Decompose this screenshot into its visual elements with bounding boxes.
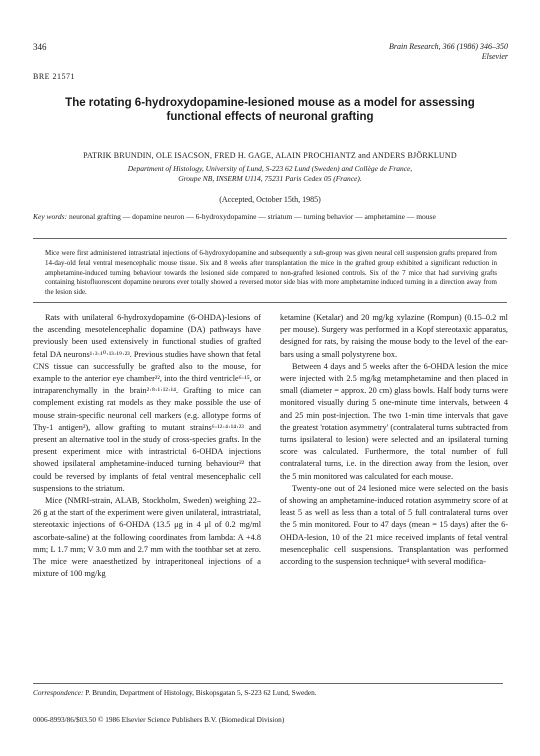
journal-reference [389, 42, 508, 62]
body-paragraph: Mice (NMRI-strain, ALAB, Stockholm, Sweden) weighing 22–26 g at the start of the experiment were given unilateral, intrastriatal, stereotaxic injections of 6-OHDA (13.5 μg in 4 μl of 0.2 mg/ml ascorbate-saline) at the following coordinates from lambda: A +4.8 mm; L 1.7 mm; V 3.0 mm and 2.7 mm with the toothbar set at zero. The mice were anaesthetized by intraperitoneal injections of a mixture of 100 mg/kg [33, 496, 261, 579]
accepted-date: (Accepted, October 15th, 1985) [219, 195, 321, 204]
body-paragraph: Rats with unilateral 6-hydroxydopamine (6-OHDA)-lesions of the ascending mesotelencephalic dopamine (DA) pathways have previously been used extensively in functional studies of grafted fetal DA neurons¹·³·¹⁰·¹³·¹⁹·²³. Previous studies have shown that fetal CNS tissue can successfully be grafted also to the mouse, for example to the anterior eye chamber²², into the third ventricle⁶·¹⁵, or intraparenchymally in the brain²·⁸·¹·¹²·¹⁴. Grafting to mice can complement existing rat models as they make possible the use of mouse strain-specific neuronal cell markers (e.g. allotype forms of Thy-1 antigen²), allow grafting to mutant strains⁶·¹²·⁴·¹⁴·²³ and present an alternative tool in the study of cross-species grafts. In the present experiment mice with intrastrictal 6-OHDA injections showed ipsilateral amphetamine-induced turning behaviour²² that could be reversed by implants of fetal ventral mesencephalic cell suspensions to the striatum. [33, 313, 261, 493]
body-column-right [280, 312, 508, 568]
body-paragraph: ketamine (Ketalar) and 20 mg/kg xylazine (Rompun) (0.15–0.2 ml per mouse). Surgery was performed in a Kopf stereotaxic apparatus, designed for rats, by raising the mouse body to the level of the ear-bars using a small polystyrene box. [280, 313, 508, 359]
divider-bottom [33, 302, 507, 303]
issn-line: 0006-8993/86/$03.50 © 1986 Elsevier Science Publishers B.V. (Biomedical Division) [33, 715, 285, 724]
page-number: 346 [33, 42, 47, 52]
keywords-label: Key words: [33, 212, 68, 221]
author-list: PATRIK BRUNDIN, OLE ISACSON, FRED H. GAGE, ALAIN PROCHIANTZ and ANDERS BJÖRKLUND [83, 151, 457, 160]
body-paragraph: Between 4 days and 5 weeks after the 6-OHDA lesion the mice were injected with 2.5 mg/kg metamphetamine and then placed in small (diameter = approx. 20 cm) glass bowls. Half body turns were monitored visually during 5 one-minute time intervals, between 4 and 25 min post-injection. The two 1-min time intervals that gave the greatest 'rotation asymmetry' (contralateral turns subtracted from turns ipsilateral to lesion) were selected and an ipsilateral turning score was calculated. Furthermore, the total number of full contralateral turns, i.e. in the direction away from the lesion, over the 5 min monitored was calculated for each mouse. [280, 361, 508, 481]
keywords-text: neuronal grafting — dopamine neuron — 6-hydroxydopamine — striatum — turning behavior — amphetamine — mouse [68, 212, 436, 221]
article-title: The rotating 6-hydroxydopamine-lesioned mouse as a model for assessing functional effects of neuronal grafting [65, 97, 475, 123]
journal-line: Elsevier [481, 52, 508, 61]
affiliation-line: Department of Histology, University of Lund, S-223 62 Lund (Sweden) and Collège de France, [127, 164, 413, 173]
footnote-label: Correspondence: [33, 688, 84, 697]
footnote-divider [33, 683, 503, 684]
journal-line: Brain Research, 366 (1986) 346–350 [388, 42, 508, 51]
body-column-left [33, 312, 261, 580]
affiliation-line: Groupe NB, INSERM U114, 75231 Paris Cedex 05 (France). [178, 174, 362, 183]
divider-top [33, 238, 507, 239]
abstract: Mice were first administered intrastriatal injections of 6-hydroxydopamine and subsequently a sub-group was given neural cell suspension grafts prepared from 14-day-old fetal ventral mesencephalic mouse tissue. Six and 8 weeks after transplantation the mice in the grafted group exhibited a significant reduction in amphetamine-induced turning behaviour towards the lesioned side compared to non-grafted lesioned controls. Six of the 7 mice that had surviving grafts containing histofluorescent dopamine neurons ever totally showed a reversed motor side bias with more amphetamine induced turning in a direction away from the lesion side. [45, 249, 497, 297]
body-paragraph: Twenty-one out of 24 lesioned mice were selected on the basis of showing an amphetamine-induced rotation asymmetry score of at least 5 as well as less than a total of 5 full contralateral turns over the 5 min monitored. Four to 47 days (mean = 15 days) after the 6-OHDA-lesion, 10 of the 21 mice received implants of fetal ventral mesencephalic cell suspensions. Transplantation was performed according to the suspension technique⁴ with several modifica- [280, 483, 508, 567]
footnote-text: P. Brundin, Department of Histology, Biskopsgatan 5, S-223 62 Lund, Sweden. [85, 688, 317, 697]
keywords [33, 212, 509, 222]
affiliations [40, 164, 500, 184]
article-code: BRE 21571 [33, 72, 76, 81]
correspondence-footnote [33, 688, 509, 697]
